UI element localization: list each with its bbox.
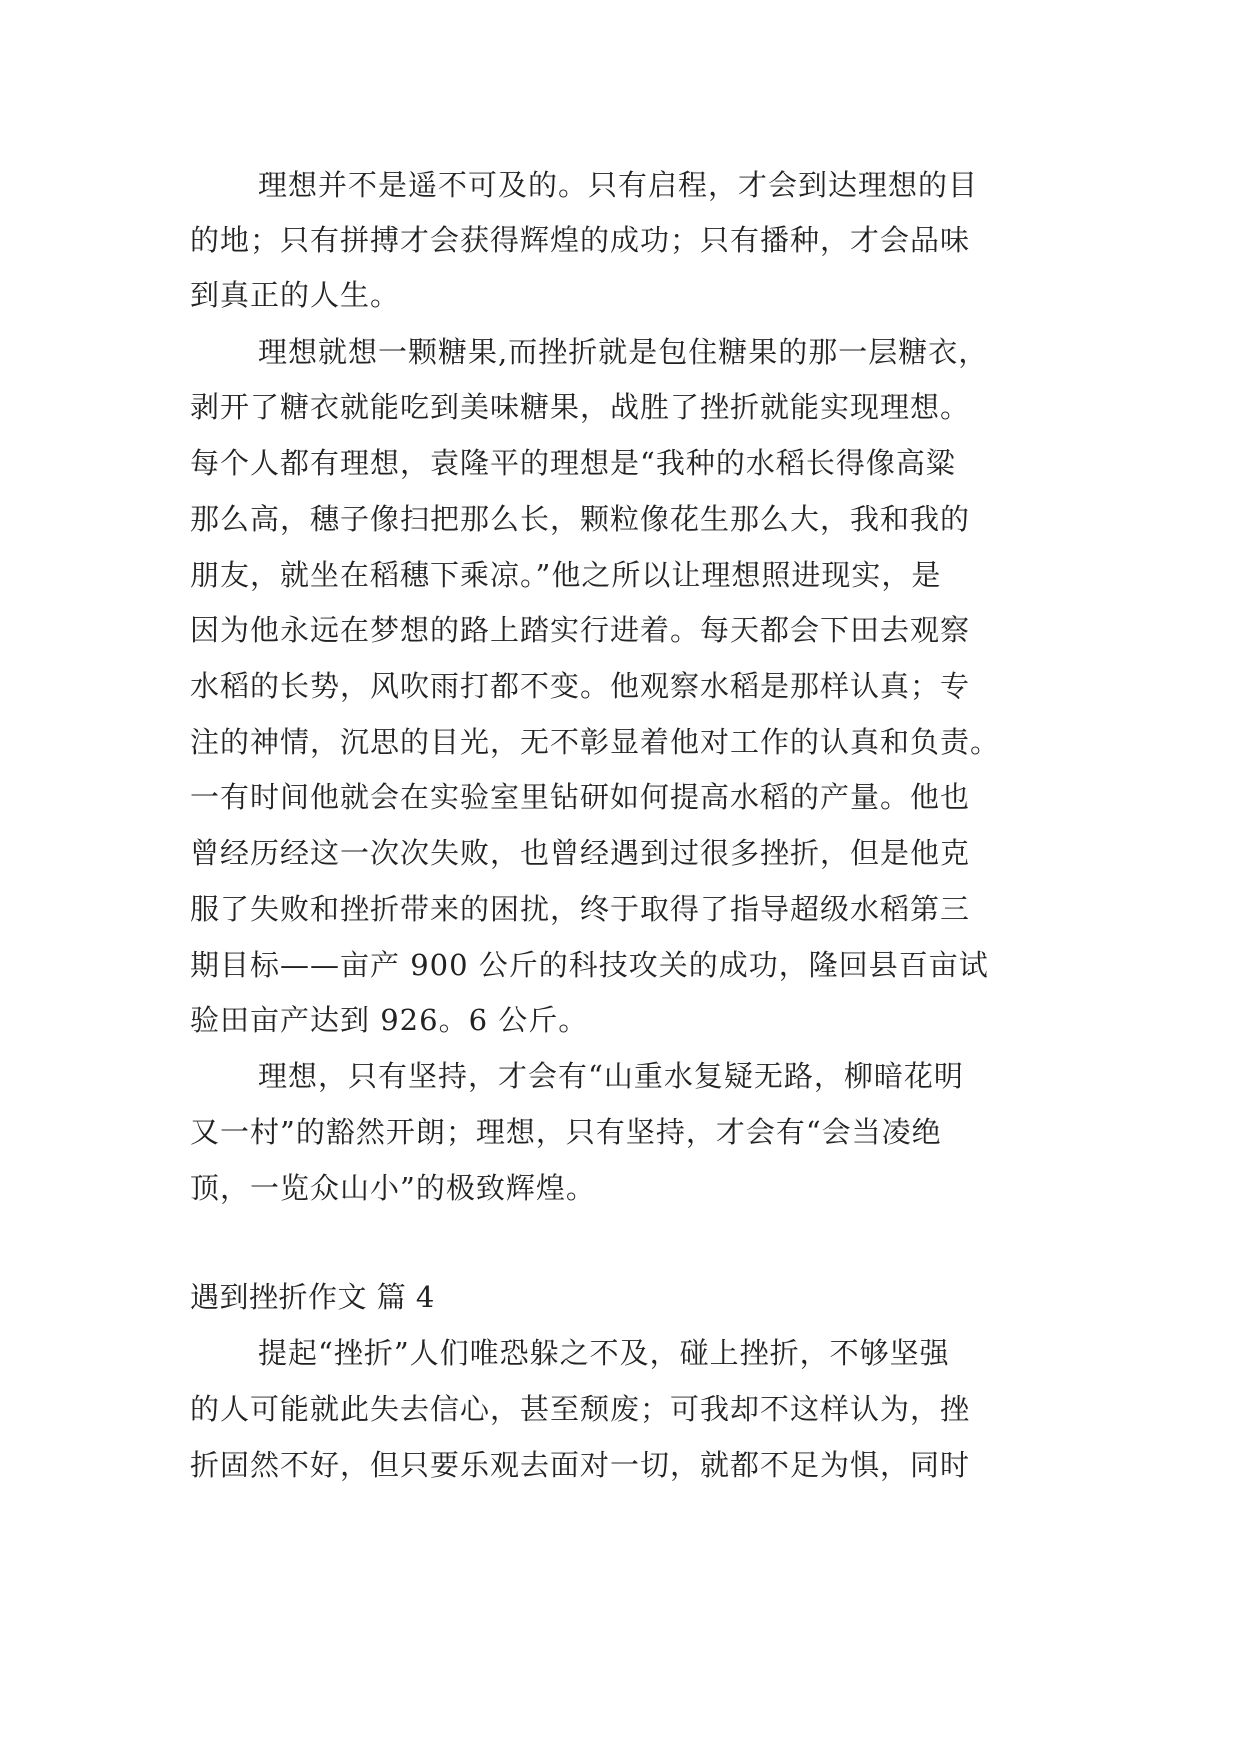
paragraph-2-line-13: 验田亩产达到 926。6 公斤。 [190,1003,589,1037]
paragraph-2-line-4: 那么高，穗子像扫把那么长，颗粒像花生那么大，我和我的 [190,502,971,536]
paragraph-1-line-1: 理想并不是遥不可及的。只有启程，才会到达理想的目 [258,168,979,202]
paragraph-4-line-2: 的人可能就此失去信心，甚至颓废；可我却不这样认为，挫 [190,1392,971,1426]
paragraph-2-line-6: 因为他永远在梦想的路上踏实行进着。每天都会下田去观察 [190,613,971,647]
paragraph-4-line-1: 提起“挫折”人们唯恐躲之不及，碰上挫折，不够坚强 [258,1336,950,1370]
paragraph-1-line-3: 到真正的人生。 [190,278,401,312]
paragraph-2-line-7: 水稻的长势，风吹雨打都不变。他观察水稻是那样认真；专 [190,669,971,703]
paragraph-1-line-2: 的地；只有拼搏才会获得辉煌的成功；只有播种，才会品味 [190,223,971,257]
paragraph-2-line-10: 曾经历经这一次次失败，也曾经遇到过很多挫折，但是他克 [190,836,971,870]
paragraph-3-line-2: 又一村”的豁然开朗；理想，只有坚持，才会有“会当凌绝 [190,1115,942,1149]
paragraph-2-line-1: 理想就想一颗糖果,而挫折就是包住糖果的那一层糖衣， [258,335,989,369]
paragraph-2-line-5: 朋友，就坐在稻穗下乘凉。”他之所以让理想照进现实，是 [190,558,942,592]
paragraph-2-line-8: 注的神情，沉思的目光，无不彰显着他对工作的认真和负责。 [190,725,1001,759]
paragraph-2-line-9: 一有时间他就会在实验室里钻研如何提高水稻的产量。他也 [190,780,971,814]
section-heading: 遇到挫折作文 篇 4 [190,1280,435,1314]
paragraph-3-line-3: 顶，一览众山小”的极致辉煌。 [190,1171,596,1205]
paragraph-2-line-11: 服了失败和挫折带来的困扰，终于取得了指导超级水稻第三 [190,892,971,926]
paragraph-2-line-12: 期目标——亩产 900 公斤的科技攻关的成功，隆回县百亩试 [190,948,989,982]
paragraph-2-line-3: 每个人都有理想，袁隆平的理想是“我种的水稻长得像高粱 [190,446,956,480]
paragraph-4-line-3: 折固然不好，但只要乐观去面对一切，就都不足为惧，同时 [190,1448,971,1482]
paragraph-2-line-2: 剥开了糖衣就能吃到美味糖果，战胜了挫折就能实现理想。 [190,390,971,424]
paragraph-3-line-1: 理想，只有坚持，才会有“山重水复疑无路，柳暗花明 [258,1059,964,1093]
